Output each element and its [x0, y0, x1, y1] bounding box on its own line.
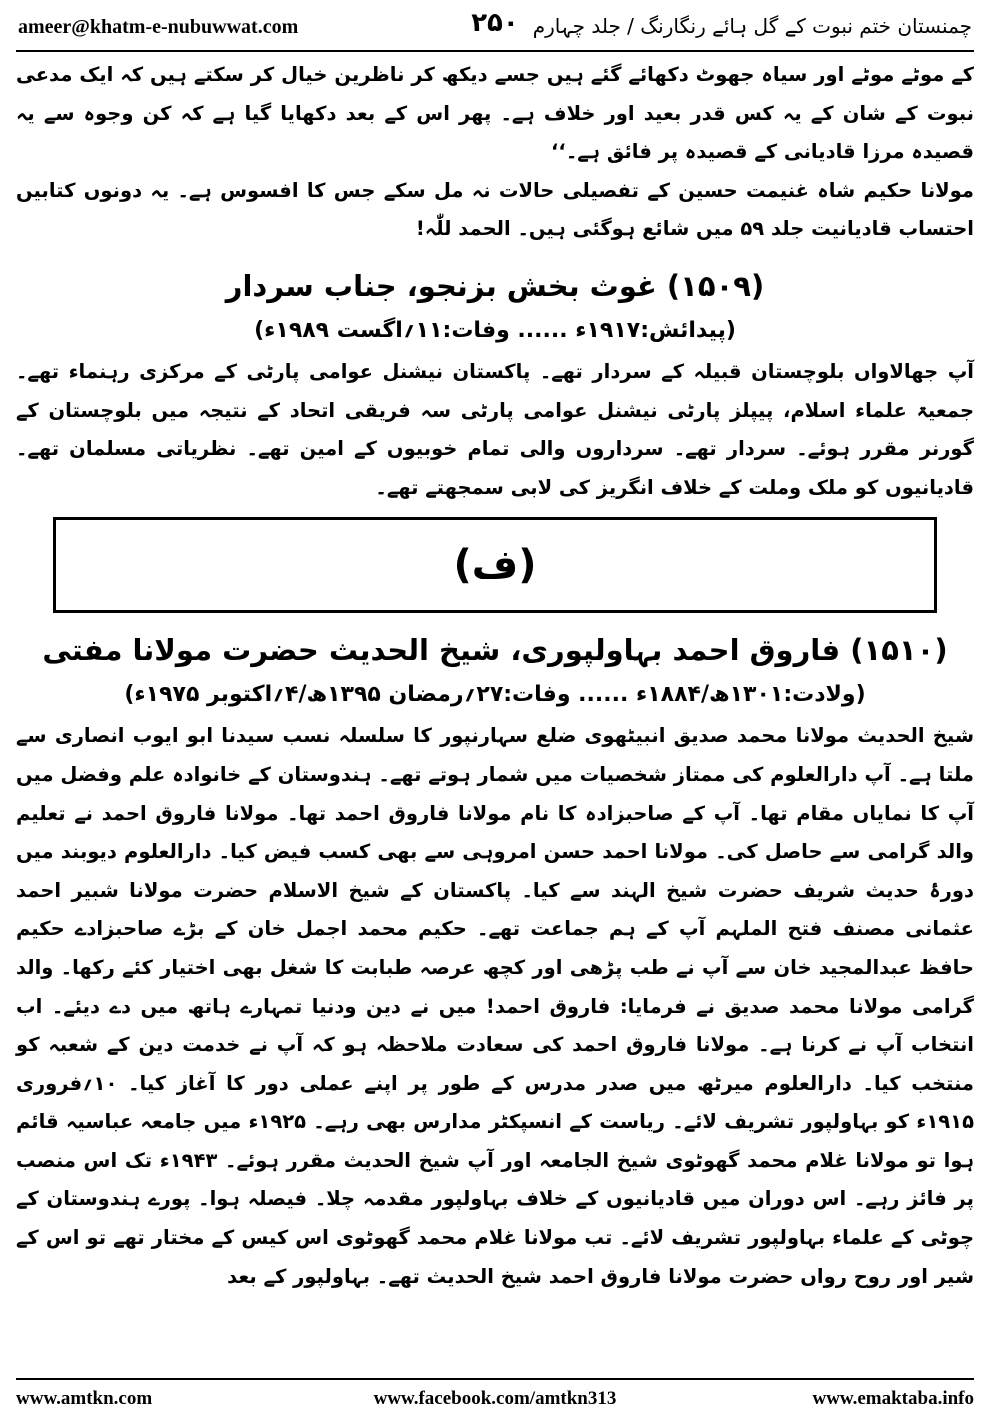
entry-1509-body: آپ جھالاواں بلوچستان قبیلہ کے سردار تھے۔ پاکستان نیشنل عوامی پارٹی کے مرکزی رہنماء تھے۔ جمعیۃ علماء اسلام، پیپلز پارٹی نیشنل عوامی پارٹی سہ فریقی اتحاد کے نتیجہ میں بلوچستان کے گورنر مقرر ہوئے۔ سردار تھے۔ سرداروں والی تمام خوبیوں کے امین تھے۔ نظریاتی مسلمان تھے۔ قادیانیوں کو ملک وملت کے خلاف انگریز کی لابی سمجھتے تھے۔: [16, 359, 974, 499]
entry-1510-body: شیخ الحدیث مولانا محمد صدیق انبیٹھوی ضلع سہارنپور کا سلسلہ نسب سیدنا ابو ایوب انصاری سے ملتا ہے۔ آپ دارالعلوم کی ممتاز شخصیات میں شمار ہوتے تھے۔ ہندوستان کے خانوادہ علم وفضل میں آپ کا نمایاں مقام تھا۔ آپ کے صاحبزادہ کا نام مولانا فاروق احمد تھا۔ مولانا فاروق احمد نے تعلیم والد گرامی سے حاصل کی۔ مولانا احمد حسن امروہی سے بھی کسب فیض کیا۔ دارالعلوم دیوبند میں دورۂ حدیث شریف حضرت شیخ الہند سے کیا۔ پاکستان کے شیخ الاسلام حضرت مولانا شبیر احمد عثمانی مصنف فتح الملہم آپ کے ہم جماعت تھے۔ حکیم محمد اجمل خان کے بڑے صاحبزادے حکیم حافظ عبدالمجید خان سے آپ نے طب پڑھی اور کچھ عرصہ طبابت کا شغل بھی اختیار کئے رکھا۔ والد گرامی مولانا محمد صدیق نے فرمایا: فاروق احمد! میں نے دین ودنیا تمہارے ہاتھ میں دے دیئے۔ اب انتخاب آپ نے کرنا ہے۔ مولانا فاروق احمد کی سعادت ملاحظہ ہو کہ آپ نے خدمت دین کے شعبہ کو منتخب کیا۔ دارالعلوم میرٹھ میں صدر مدرس کے طور پر اپنے عملی دور کا آغاز کیا۔ ۱۰؍فروری ۱۹۱۵ء کو بہاولپور تشریف لائے۔ ریاست کے انسپکٹر مدارس بھی رہے۔ ۱۹۲۵ء میں جامعہ عباسیہ قائم ہوا تو مولانا غلام محمد گھوٹوی شیخ الجامعہ اور آپ شیخ الحدیث مقرر ہوئے۔ ۱۹۴۳ء تک اس منصب پر فائز رہے۔ اس دوران میں قادیانیوں کے خلاف بہاولپور مقدمہ چلا۔ فیصلہ ہوا۔ پورے ہندوستان کے چوٹی کے علماء بہاولپور تشریف لائے۔ تب مولانا غلام محمد گھوٹوی اس کیس کے مختار تھے تو اس کے شیر اور روح رواں حضرت مولانا فاروق احمد شیخ الحدیث تھے۔ بہاولپور کے بعد: [16, 724, 974, 1288]
header-email: ameer@khatm-e-nubuwwat.com: [18, 16, 299, 38]
entry-1510-dates: (ولادت:۱۳۰۱ھ/۱۸۸۴ء ...... وفات:۲۷؍رمضان ۱۳۹۵ھ/۴؍اکتوبر ۱۹۷۵ء): [124, 682, 866, 708]
section-letter-box: [53, 517, 937, 613]
footer-link-amtkn[interactable]: www.amtkn.com: [16, 1388, 153, 1409]
footer-link-emaktaba[interactable]: www.emaktaba.info: [812, 1388, 974, 1409]
entry-1509-dates: (پیدائش:۱۹۱۷ء ...... وفات:۱۱؍اگست ۱۹۸۹ء): [254, 317, 736, 343]
paragraph-note: مولانا حکیم شاہ غنیمت حسین کے تفصیلی حالات نہ مل سکے جس کا افسوس ہے۔ یہ دونوں کتابیں احتساب قادیانیت جلد ۵۹ میں شائع ہوگئی ہیں۔ الحمد للّٰہ!: [16, 178, 974, 241]
page-footer: [16, 1384, 974, 1414]
paragraph-quote-ending: کے موٹے موٹے اور سیاہ جھوٹ دکھائے گئے ہیں جسے دیکھ کر ناظرین خیال کر سکتے ہیں کہ ایک مدعی نبوت کے شان کے یہ کس قدر بعید اور خلاف ہے۔ پھر اس کے بعد دکھایا گیا ہے کہ کن وجوہ سے یہ قصیدہ مرزا قادیانی کے قصیدہ پر فائق ہے۔‘‘: [16, 63, 974, 164]
page-header: [16, 6, 974, 50]
entry-1510-heading: (۱۵۱۰) فاروق احمد بہاولپوری، شیخ الحدیث حضرت مولانا مفتی: [42, 633, 948, 668]
book-title: چمنستان ختم نبوت کے گل ہائے رنگارنگ / جلد چہارم: [532, 14, 972, 38]
page-number: ۲۵۰: [471, 8, 519, 38]
footer-link-facebook[interactable]: www.facebook.com/amtkn313: [373, 1388, 617, 1409]
section-letter: (ف): [453, 542, 537, 589]
page-content: [16, 56, 974, 1296]
header-rule: [16, 50, 974, 52]
footer-rule: [16, 1378, 974, 1380]
entry-1509-heading: (۱۵۰۹) غوث بخش بزنجو، جناب سردار: [225, 268, 765, 303]
